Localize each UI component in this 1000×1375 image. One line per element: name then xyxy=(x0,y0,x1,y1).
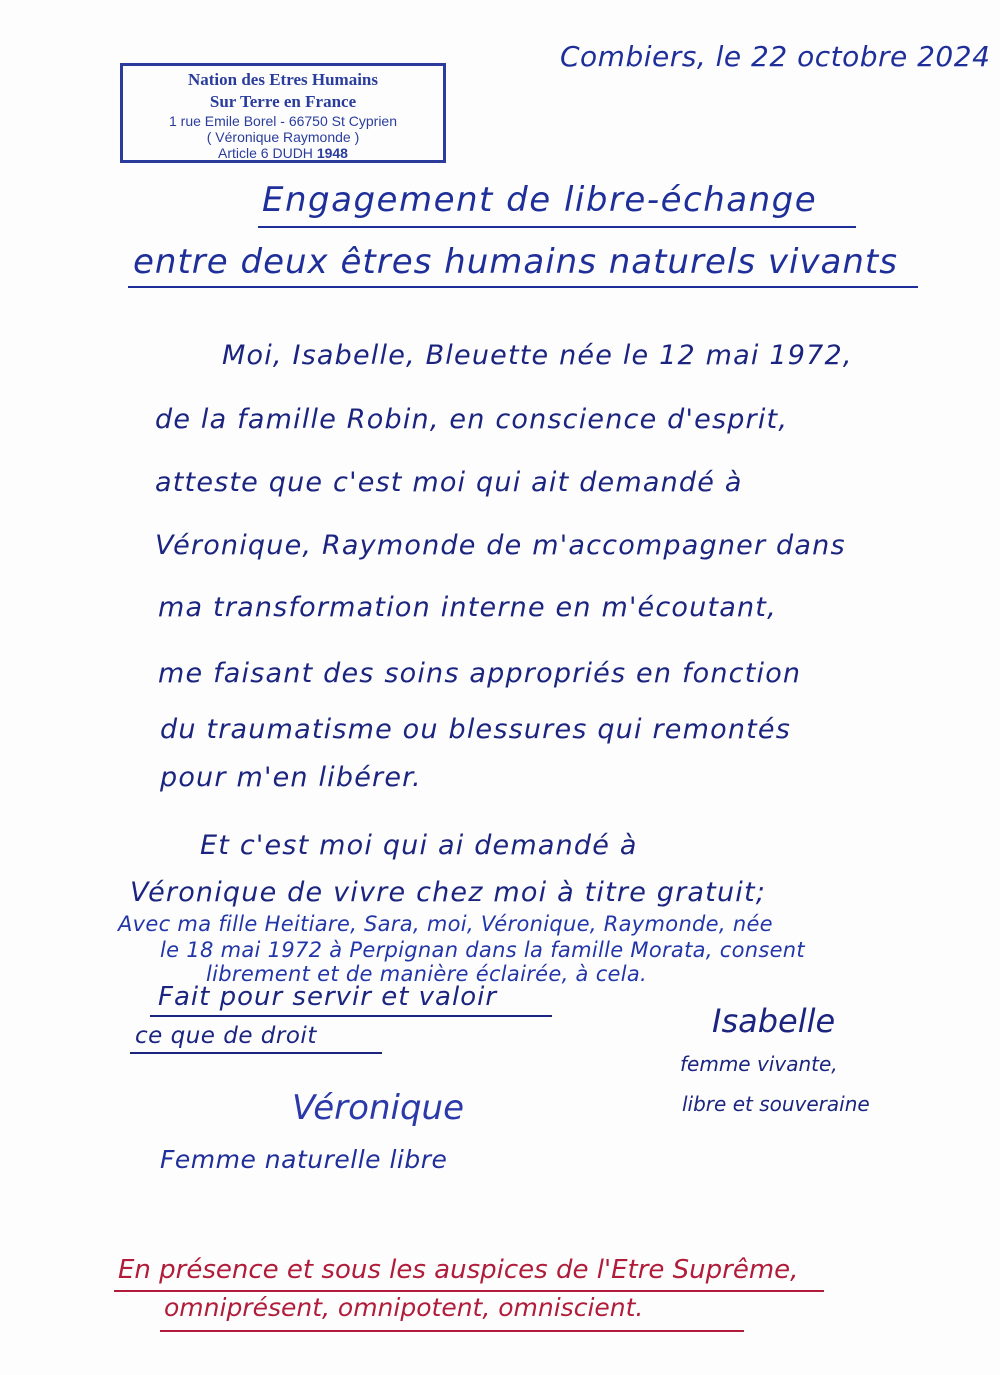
veronique-title: Femme naturelle libre xyxy=(160,1145,448,1174)
title-line-2: entre deux êtres humains naturels vivants xyxy=(133,242,898,282)
footer-underline-2 xyxy=(160,1330,744,1332)
body-line-3: atteste que c'est moi qui ait demandé à xyxy=(155,467,743,498)
title-line-1: Engagement de libre-échange xyxy=(262,180,818,220)
body-line-6: me faisant des soins appropriés en fonction xyxy=(158,658,802,689)
isabelle-title-line-1: femme vivante, xyxy=(680,1052,838,1076)
association-stamp xyxy=(120,63,446,163)
body-line-7: du traumatisme ou blessures qui remontés xyxy=(160,714,791,745)
stamp-line-1: Nation des Etres Humains xyxy=(187,70,378,89)
body-line-9: Et c'est moi qui ai demandé à xyxy=(200,830,638,861)
insertion-line-3: librement et de manière éclairée, à cela. xyxy=(206,962,648,986)
closing-line-1: Fait pour servir et valoir xyxy=(158,982,498,1012)
stamp-article-year: 1948 xyxy=(316,145,348,161)
body-line-4: Véronique, Raymonde de m'accompagner dans xyxy=(155,530,846,561)
insertion-line-2: le 18 mai 1972 à Perpignan dans la famille Morata, consent xyxy=(160,938,805,962)
stamp-line-2: Sur Terre en France xyxy=(209,92,357,111)
stamp-address: 1 rue Emile Borel - 66750 St Cyprien xyxy=(169,113,397,129)
body-line-5: ma transformation interne en m'écoutant, xyxy=(158,592,777,623)
closing-line-2: ce que de droit xyxy=(135,1023,317,1049)
body-line-1: Moi, Isabelle, Bleuette née le 12 mai 1972, xyxy=(222,340,853,371)
body-line-8: pour m'en libérer. xyxy=(160,762,422,793)
footer-line-2: omniprésent, omnipotent, omniscient. xyxy=(164,1293,644,1322)
stamp-article-text: Article 6 DUDH xyxy=(218,145,313,161)
body-line-10: Véronique de vivre chez moi à titre gratuit; xyxy=(130,877,767,908)
closing-underline-1 xyxy=(150,1015,552,1017)
closing-underline-2 xyxy=(130,1052,382,1054)
isabelle-title-line-2: libre et souveraine xyxy=(682,1092,870,1116)
title-underline-2 xyxy=(128,286,918,288)
body-line-2: de la famille Robin, en conscience d'esprit, xyxy=(155,404,789,435)
place-date: Combiers, le 22 octobre 2024 xyxy=(560,40,991,73)
signature-veronique: Véronique xyxy=(292,1088,465,1128)
footer-line-1: En présence et sous les auspices de l'Etre Suprême, xyxy=(118,1255,799,1285)
footer-underline-1 xyxy=(114,1290,824,1292)
stamp-article xyxy=(123,145,443,161)
title-underline-1 xyxy=(258,226,856,228)
stamp-person: ( Véronique Raymonde ) xyxy=(206,129,360,145)
signature-isabelle: Isabelle xyxy=(712,1002,836,1040)
insertion-line-1: Avec ma fille Heitiare, Sara, moi, Véronique, Raymonde, née xyxy=(118,912,773,936)
